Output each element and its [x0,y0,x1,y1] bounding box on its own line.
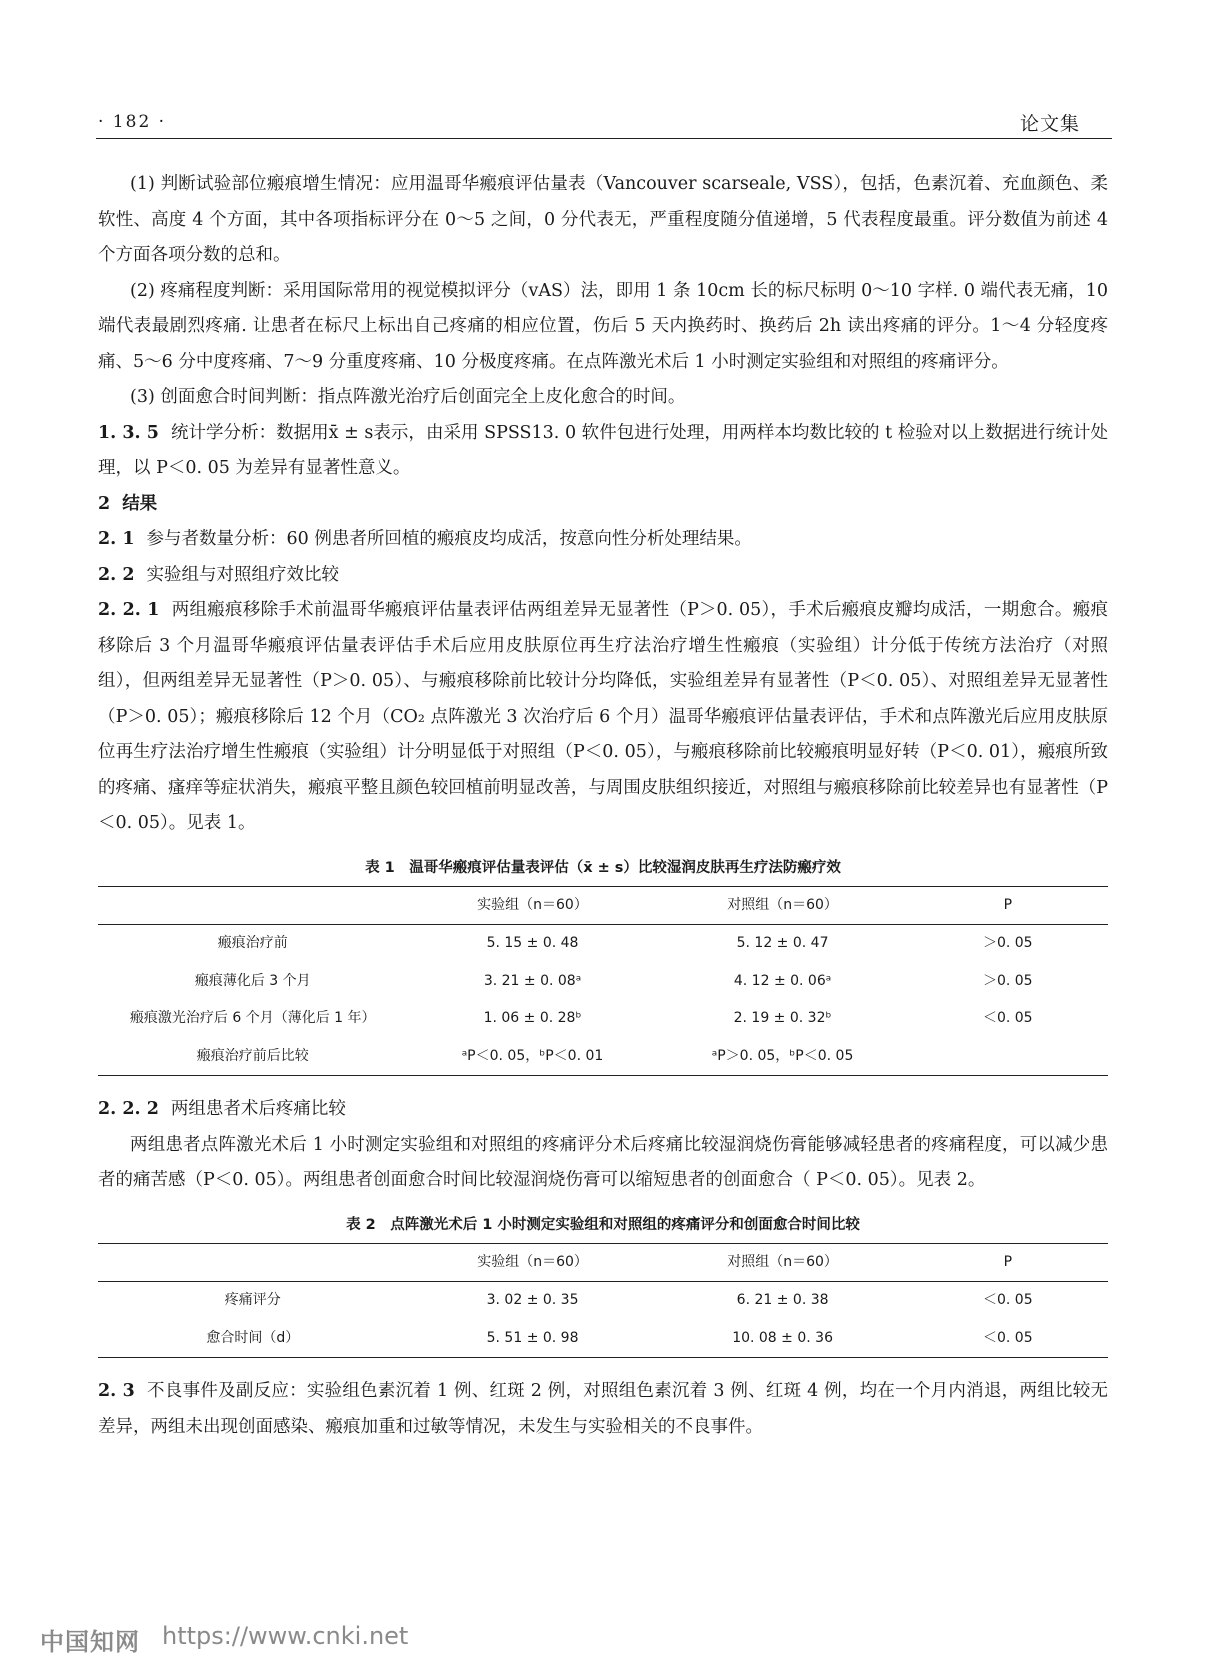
table-row [98,963,1108,1001]
paragraph-vss: (1) 判断试验部位瘢痕增生情况：应用温哥华瘢痕评估量表（Vancouver scarseale, VSS），包括，色素沉着、充血颜色、柔软性、高度 4 个方面，其中各项指标评分在 0～5 之间，0 分代表无，严重程度随分值递增，5 代表程度最重。评分数值为前述 4 个方面各项分数的总和。 [98,174,1108,265]
section-text: 两组瘢痕移除手术前温哥华瘢痕评估量表评估两组差异无显著性（P＞0. 05），手术后瘢痕皮瓣均成活，一期愈合。瘢痕移除后 3 个月温哥华瘢痕评估量表评估手术后应用皮肤原位再生疗法治疗增生性瘢痕（实验组）计分低于传统方法治疗（对照组），但两组差异无显著性（P＞0. 05）、与瘢痕移除前比较计分均降低，实验组差异有显著性（P＜0. 05）、对照组差异无显著性（P＞0. 05）；瘢痕移除后 12 个月（CO₂ 点阵激光 3 次治疗后 6 个月）温哥华瘢痕评估量表评估，手术和点阵激光后应用皮肤原位再生疗法治疗增生性瘢痕（实验组）计分明显低于对照组（P＜0. 05），与瘢痕移除前比较瘢痕明显好转（P＜0. 01），瘢痕所致的疼痛、瘙痒等症状消失，瘢痕平整且颜色较回植前明显改善，与周围皮肤组织接近，对照组与瘢痕移除前比较差异也有显著性（P＜0. 05）。见表 1。 [98,600,1108,833]
paragraph-pain-comparison: 两组患者点阵激光术后 1 小时测定实验组和对照组的疼痛评分术后疼痛比较湿润烧伤膏能够减轻患者的疼痛程度，可以减少患者的痛苦感（P＜0. 05）。两组患者创面愈合时间比较湿润烧伤膏可以缩短患者的创面愈合（ P＜0. 05）。见表 2。 [98,1134,1108,1190]
section-2-1 [98,522,1108,558]
table-cell: ᵃP＞0. 05，ᵇP＜0. 05 [658,1038,908,1076]
page-number: · 182 · [98,112,167,132]
section-number: 2 [98,493,111,514]
table-cell: ＜0. 05 [982,1292,1033,1308]
table-header-cell [98,1243,408,1282]
section-2-2-2-heading [98,1092,1108,1128]
table-cell: 愈合时间（d） [98,1320,408,1358]
table-cell: 1. 06 ± 0. 28ᵇ [483,1010,582,1026]
table-cell: 3. 21 ± 0. 08ᵃ [483,972,582,989]
table-row [98,925,1108,963]
table-cell: ᵃP＜0. 05，ᵇP＜0. 01 [407,1038,657,1076]
table-header-cell: 对照组（n＝60） [658,886,908,925]
table-1 [98,886,1108,1077]
spacer [98,1076,1108,1084]
table-header-cell: 实验组（n＝60） [408,1243,658,1282]
section-text: 不良事件及副反应：实验组色素沉着 1 例、红斑 2 例，对照组色素沉着 3 例、红斑 4 例，均在一个月内消退，两组比较无差异，两组未出现创面感染、瘢痕加重和过敏等情况，未发生与实验相关的不良事件。 [98,1381,1108,1437]
section-2-heading [98,487,1108,523]
table-cell: 疼痛评分 [224,1292,281,1308]
section-text: 参与者数量分析：60 例患者所回植的瘢痕皮均成活，按意向性分析处理结果。 [146,529,752,549]
table-cell: 5. 51 ± 0. 98 [408,1320,658,1358]
table-cell: 5. 12 ± 0. 47 [736,935,829,951]
section-2-2-1 [98,593,1108,842]
table-cell: 2. 19 ± 0. 32ᵇ [733,1010,832,1026]
table-header-cell: 实验组（n＝60） [407,886,657,925]
section-2-2 [98,558,1108,594]
table-cell: 4. 12 ± 0. 06ᵃ [733,972,832,989]
cnki-url[interactable]: https://www.cnki.net [162,1622,409,1650]
section-title: 两组患者术后疼痛比较 [170,1099,346,1119]
table-header-cell: P [908,886,1108,925]
section-text: 统计学分析：数据用x̄ ± s表示，由采用 SPSS13. 0 软件包进行处理，用两样本均数比较的 t 检验对以上数据进行统计处理，以 P＜0. 05 为差异有显著性意义。 [98,422,1108,478]
paragraph-healing-time: (3) 创面愈合时间判断：指点阵激光治疗后创面完全上皮化愈合的时间。 [130,387,686,407]
body-text [98,167,1108,1445]
table-header-cell [98,886,407,925]
section-text: 实验组与对照组疗效比较 [146,564,340,585]
table-cell: 瘢痕治疗前 [217,935,288,951]
section-1-3-5 [98,416,1108,487]
section-number: 2. 1 [98,529,135,549]
section-number: 2. 2 [98,564,135,585]
table-cell: ＞0. 05 [982,972,1033,989]
table-row [98,1320,1108,1358]
table-1-caption: 表 1 温哥华瘢痕评估量表评估（x̄ ± s）比较湿润皮肤再生疗法防瘢疗效 [365,859,841,876]
spacer [98,1199,1108,1207]
running-header-title: 论文集 [1020,113,1081,135]
section-number: 2. 2. 1 [98,600,160,620]
table-row [98,1038,1108,1076]
table-cell: 瘢痕治疗前后比较 [98,1038,407,1076]
table-2 [98,1243,1108,1359]
table-cell: ＞0. 05 [982,935,1033,951]
table-cell: 3. 02 ± 0. 35 [486,1292,579,1308]
table-cell: 5. 15 ± 0. 48 [486,935,579,951]
table-row [98,1000,1108,1038]
paragraph-pain-scoring: (2) 疼痛程度判断：采用国际常用的视觉模拟评分（vAS）法，即用 1 条 10cm 长的标尺标明 0～10 字样. 0 端代表无痛，10 端代表最剧烈疼痛. 让患者在标尺上标出自己疼痛的相应位置，伤后 5 天内换药时、换药后 2h 读出疼痛的评分。1～4 分轻度疼痛、5～6 分中度疼痛、7～9 分重度疼痛、10 分极度疼痛。在点阵激光术后 1 小时测定实验组和对照组的疼痛评分。 [98,280,1108,372]
section-number: 2. 2. 2 [98,1099,159,1119]
section-number: 1. 3. 5 [98,422,159,443]
table-row [98,1282,1108,1320]
table-cell: 瘢痕薄化后 3 个月 [194,972,311,989]
spacer [98,1084,1108,1092]
spacer [98,842,1108,850]
table-cell: 瘢痕激光治疗后 6 个月（薄化后 1 年） [129,1010,376,1026]
table-header-cell: P [908,1243,1108,1282]
section-2-3 [98,1374,1108,1445]
table-cell: 6. 21 ± 0. 38 [736,1292,829,1308]
spacer [98,1366,1108,1374]
section-title: 结果 [122,493,158,514]
header-rule [96,138,1112,139]
table-cell: ＜0. 05 [908,1320,1108,1358]
table-cell: ＜0. 05 [982,1010,1033,1026]
table-header-row [98,886,1108,925]
spacer [98,1358,1108,1366]
cnki-logo-text: 中国知网 [40,1628,140,1656]
table-cell: 10. 08 ± 0. 36 [658,1320,908,1358]
table-header-cell: 对照组（n＝60） [658,1243,908,1282]
section-number: 2. 3 [98,1381,135,1401]
table-2-caption: 表 2 点阵激光术后 1 小时测定实验组和对照组的疼痛评分和创面愈合时间比较 [346,1216,860,1233]
table-cell [908,1038,1108,1076]
table-header-row [98,1243,1108,1282]
